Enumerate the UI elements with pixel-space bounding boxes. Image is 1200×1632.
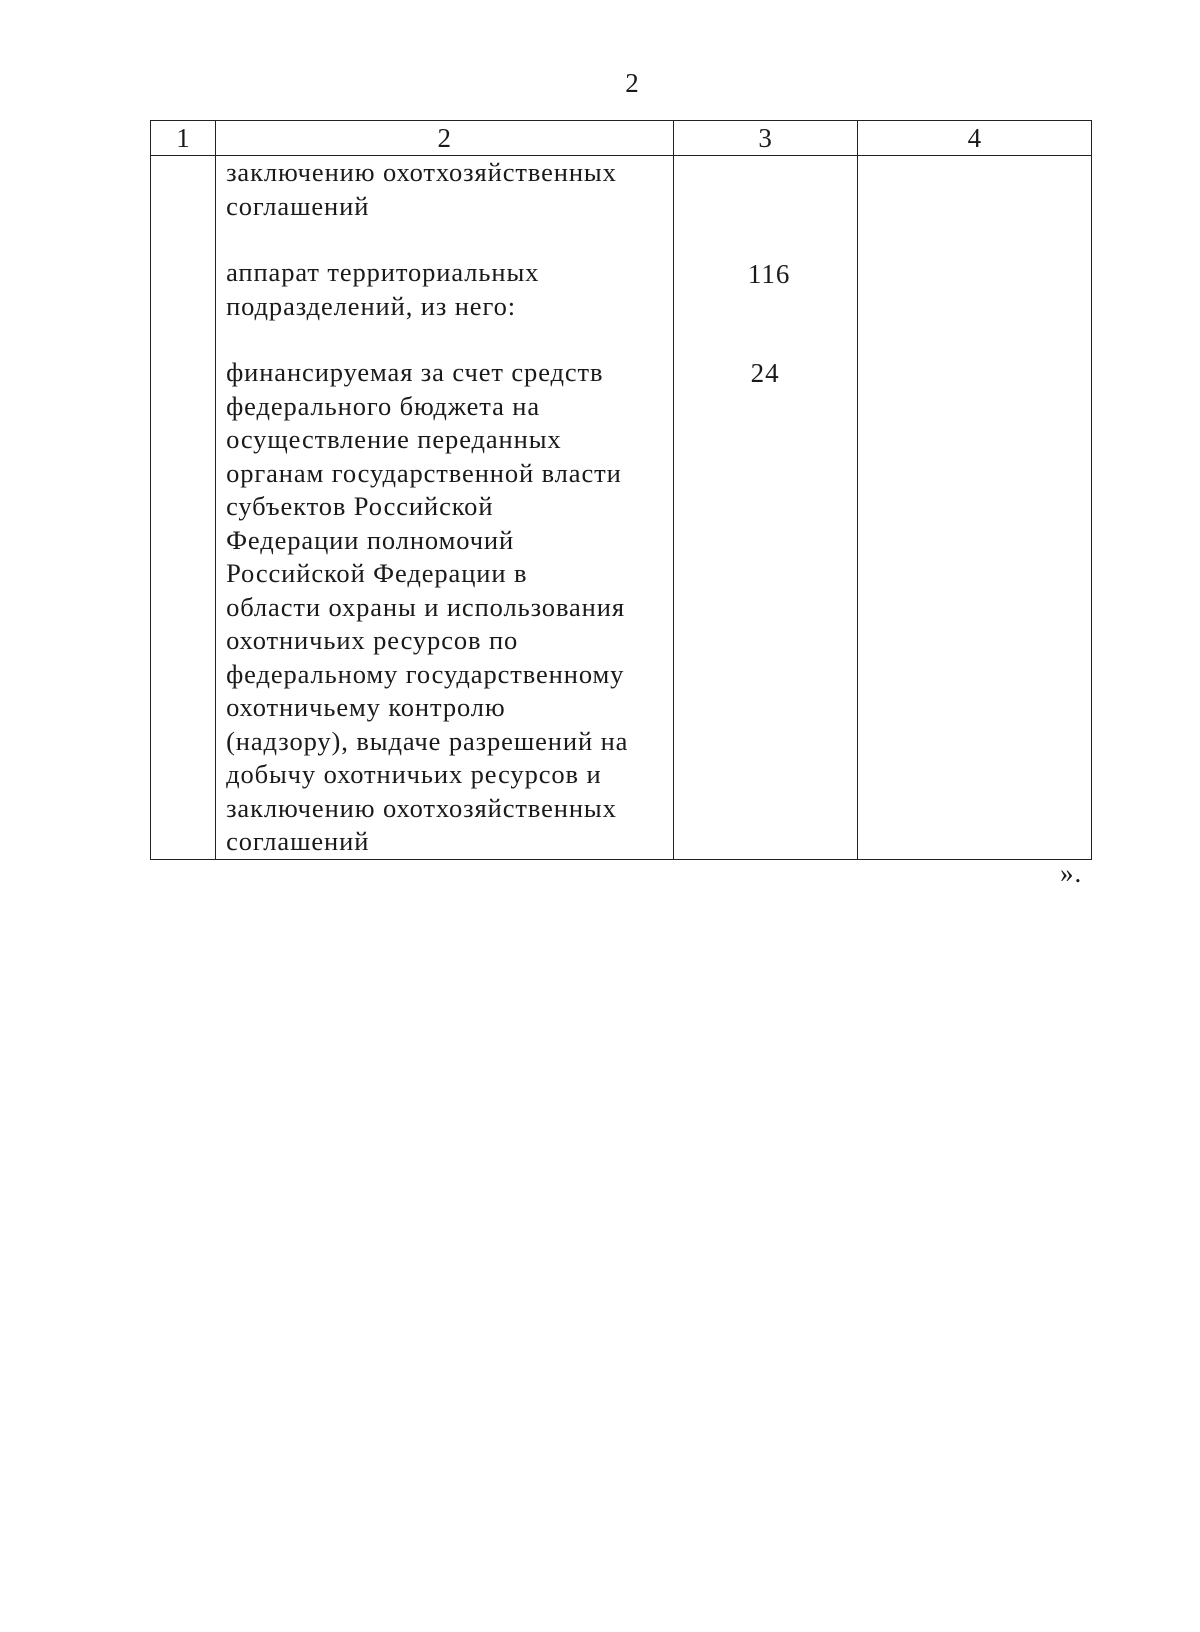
closing-quote: ». <box>1060 858 1083 888</box>
text-line: соглашений <box>226 190 370 221</box>
cell-col-4 <box>857 156 1091 860</box>
text-line: охотничьему контролю <box>226 692 506 722</box>
cell-col-3 <box>673 156 857 860</box>
text-line: аппарат территориальных <box>226 257 540 287</box>
text-line: охотничьих ресурсов по <box>226 625 519 655</box>
text-line: федерального бюджета на <box>226 390 541 421</box>
text-line: добычу охотничьих ресурсов и <box>226 759 602 789</box>
text-line: (надзору), выдаче разрешений на <box>226 725 629 756</box>
text-line: области охраны и использования <box>226 591 625 622</box>
cell-col-2 <box>216 156 673 860</box>
cell-col-1 <box>151 156 216 860</box>
count-values <box>674 258 857 390</box>
header-col-3: 3 <box>673 121 857 156</box>
text-line: федеральному государственному <box>226 658 625 689</box>
description-text <box>216 156 672 859</box>
text-line: субъектов Российской <box>226 491 494 521</box>
staff-table <box>150 120 1092 860</box>
count-value: 24 <box>750 357 780 388</box>
text-line: финансируемая за счет средств <box>226 357 604 387</box>
text-line: осуществление переданных <box>226 424 562 454</box>
header-col-2: 2 <box>216 121 673 156</box>
table-row <box>151 156 1092 860</box>
text-line: Федерации полномочий <box>226 524 515 555</box>
header-col-1: 1 <box>151 121 216 156</box>
text-line: Российской Федерации в <box>226 558 528 588</box>
page-number: 2 <box>625 68 640 98</box>
table-header-row <box>151 121 1092 156</box>
header-col-4: 4 <box>857 121 1091 156</box>
text-line: соглашений <box>226 826 370 856</box>
text-line: органам государственной власти <box>226 457 622 488</box>
text-line: заключению охотхозяйственных <box>226 157 617 187</box>
text-line: заключению охотхозяйственных <box>226 792 617 823</box>
text-line: подразделений, из него: <box>226 290 516 321</box>
count-value: 116 <box>747 259 791 289</box>
